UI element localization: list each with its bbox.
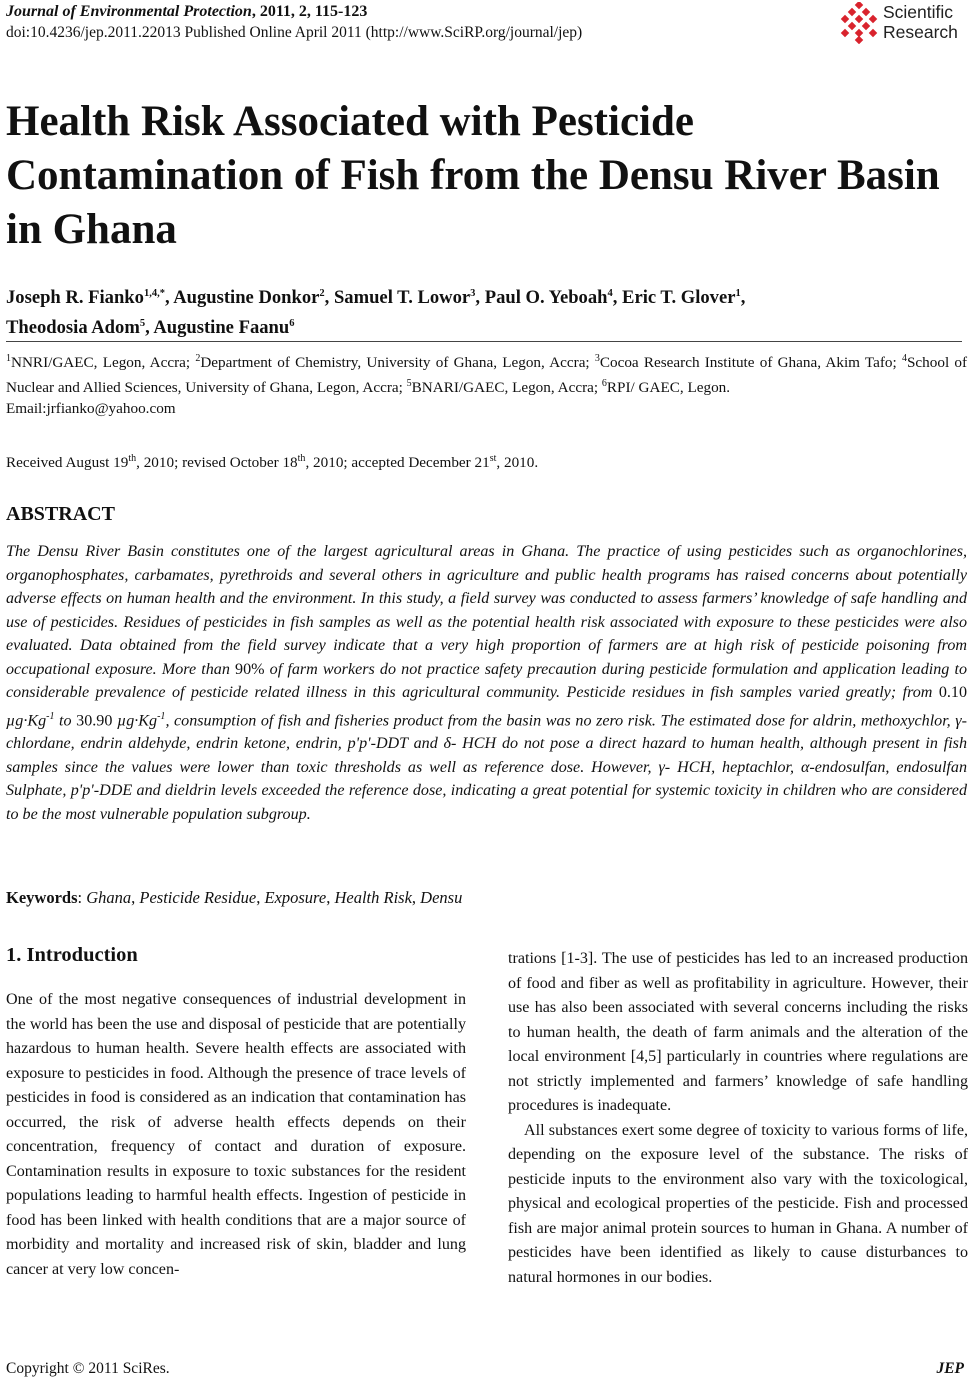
paper-title: Health Risk Associated with Pesticide Contamination of Fish from the Densu River Basin in Ghana: [6, 98, 940, 253]
author-list: [6, 281, 961, 341]
abstract-heading: ABSTRACT: [6, 503, 115, 525]
affiliation: $^4$School of Nuclear and Allied Sciences, University of Ghana, Legon, Accra;: [6, 353, 968, 397]
author: Theodosia Adom$^5$,: [6, 317, 154, 339]
journal-citation: [6, 3, 367, 21]
affiliation: $^3$Cocoa Research Institute of Ghana, Akim Tafo;: [594, 353, 902, 372]
header-divider: [6, 341, 962, 342]
footer-journal-abbr: JEP: [936, 1360, 964, 1377]
logo-text-research: Research: [883, 22, 958, 42]
author: Joseph R. Fianko$^{1,4,*}$,: [6, 287, 174, 309]
keyword: Exposure: [264, 888, 327, 907]
author: Samuel T. Lowor$^3$,: [333, 287, 485, 309]
footer-copyright: Copyright © 2011 SciRes.: [6, 1360, 170, 1377]
intro-left-column: One of the most negative consequences of industrial development in the world has been the use and disposal of pesticide that are potentially hazardous to human health. Severe health effects are associated with exposure to pesticides in food. Although the presence of trace levels of pesticides in food is considered as an indication that contamination has occurred, the risk of adverse health effects depends on their concentration, frequency of contact and duration of exposure. Contamination results in exposure to toxic substances for the resident populations leading to harmful health effects. Ingestion of pesticide in food has been linked with health conditions that are a major source of morbidity and mortality and increased risk of skin, bladder and lung cancer at very low concen-: [6, 991, 466, 1278]
logo-mark-icon: [838, 2, 880, 44]
author: Augustine Donkor$^2$,: [173, 287, 334, 309]
affiliation: $^1$NNRI/GAEC, Legon, Accra;: [6, 353, 196, 372]
affiliations: [6, 348, 967, 419]
keywords: Keywords: Ghana, Pesticide Residue, Exposure, Health Risk, Densu: [6, 888, 463, 907]
author: Paul O. Yeboah$^4$,: [484, 287, 623, 309]
affiliation: $^5$BNARI/GAEC, Legon, Accra;: [406, 378, 602, 397]
abstract-text: The Densu River Basin constitutes one of the largest agricultural areas in Ghana. The practice of using pesticides such as organochlorines, organophosphates, carbamates, pyrethroids and several others in agriculture and public health programs has raised concerns about potentially adverse effects on human health and the environment. In this study, a field survey was conducted to assess farmers’ knowledge of safe handling and use of pesticides. Residues of pesticides in fish samples as well as the potential health risk associated with exposure to these pesticides were also evaluated. Data obtained from the field survey indicate that a very high proportion of farmers are at high risk of pesticide poisoning from occupational exposure. More than 90% of farm workers do not practice safety precaution during pesticide formulation and application leading to considerable prevalence of pesticide related illness in this agricultural community. Pesticide residues in fish samples varied greatly; from 0.10 $\mu g\cdot Kg^{-1}$ to 30.90 $\mu g\cdot Kg^{-1}$, consumption of fish and fisheries product from the basin was no zero risk. The estimated dose for aldrin, methoxychlor, γ-chlordane, endrin aldehyde, endrin ketone, endrin, p'p'-DDT and δ- HCH do not pose a direct hazard to human health, although present in fish samples since the values were lower than toxic thresholds as well as reference dose. However, γ- HCH, heptachlor, α-endosulfan, endosulfan Sulphate, p'p'-DDE and dieldrin levels exceeded the reference dose, indicating a great potential for systemic toxicity in children who are considered to be the most vulnerable population subgroup.: [6, 543, 967, 823]
keywords-label: Keywords: [6, 888, 78, 907]
keyword: Health Risk: [334, 888, 412, 907]
keyword: Ghana: [86, 888, 132, 907]
author: Augustine Faanu$^6$: [153, 317, 295, 339]
journal-volume-pages: , 2011, 2, 115-123: [251, 3, 368, 20]
scientific-research-logo: [838, 2, 968, 46]
keyword: Densu: [420, 888, 463, 907]
logo-text-scientific: Scientific: [883, 2, 954, 22]
email-link[interactable]: Email:jrfianko@yahoo.com: [6, 400, 176, 418]
received-dates: Received August 19th, 2010; revised October 18th, 2010; accepted December 21st, 2010.: [6, 453, 539, 472]
keyword: Pesticide Residue: [139, 888, 257, 907]
author: Eric T. Glover$^1$,: [622, 287, 746, 309]
affiliation: $^6$RPI/ GAEC, Legon.: [601, 378, 731, 397]
journal-name: Journal of Environmental Protection: [6, 3, 252, 20]
doi-line: doi:10.4236/jep.2011.22013 Published Online April 2011 (http://www.SciRP.org/journal/jep): [6, 24, 583, 41]
intro-right-column: [508, 947, 968, 1290]
intro-paragraph: All substances exert some degree of toxicity to various forms of life, depending on the exposure level of the substance. The risks of pesticide inputs to the environment also vary with the toxicological, physical and ecological properties of the pesticide. Fish and processed fish are major animal protein sources to human in Ghana. A number of pesticides have been identified as likely to cause disturbances to natural hormones in our bodies.: [508, 1121, 968, 1286]
section-heading-introduction: 1. Introduction: [6, 944, 138, 966]
affiliation: $^2$Department of Chemistry, University of Ghana, Legon, Accra;: [195, 353, 595, 372]
intro-paragraph: trations [1-3]. The use of pesticides has led to an increased production of food and fiber as well as profitability in agriculture. However, their use has also been associated with several concerns including the risks to human health, the death of farm animals and the alteration of the local environment [4,5] particularly in countries where regulations are not strictly implemented and farmers’ knowledge of safe handling procedures is inadequate.: [508, 950, 968, 1114]
